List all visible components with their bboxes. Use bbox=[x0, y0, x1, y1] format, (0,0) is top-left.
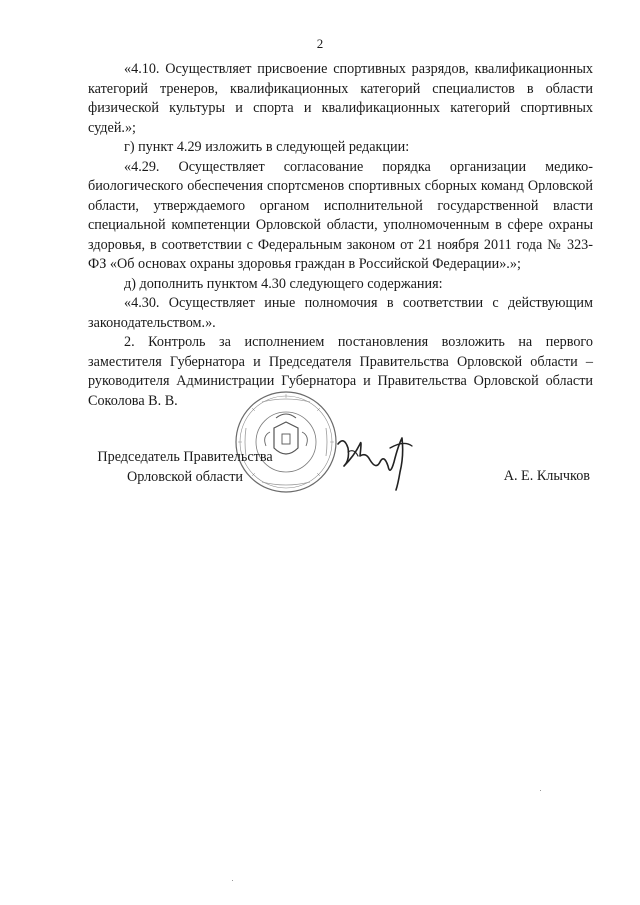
paragraph-item-d: д) дополнить пунктом 4.30 следующего содержания: bbox=[124, 275, 443, 292]
document-body bbox=[88, 60, 593, 411]
paragraph-control: 2. Контроль за исполнением постановления возложить на первого заместителя Губернатора и Председателя Правительства Орловской области – руководителя Администрации Губернатора и Правительства Орловской области Соколова В. В. bbox=[88, 334, 593, 409]
paragraph-4-29: «4.29. Осуществляет согласование порядка организации медико-биологического обеспечения спортсменов спортивных сборных команд Орловской области, утверждаемого органом исполнительной государственной власти специальной компетенции Орловской области, уполномоченным в сфере охраны здоровья, в соответствии с Федеральным законом от 21 ноября 2011 года № 323-ФЗ «Об основах охраны здоровья граждан в Российской Федерации».»; bbox=[88, 158, 593, 272]
paragraph-item-g: г) пункт 4.29 изложить в следующей редакции: bbox=[124, 139, 410, 155]
signer-title-line-2: Орловской области bbox=[126, 468, 244, 485]
scan-speck bbox=[232, 880, 233, 881]
scan-speck bbox=[540, 790, 541, 791]
page-number: 2 bbox=[316, 36, 324, 51]
paragraph-4-10: «4.10. Осуществляет присвоение спортивных разрядов, квалификационных категорий тренеров, квалификационных категорий специалистов в области физической культуры и спорта и квалификационных категорий спортивных судей.»; bbox=[88, 61, 593, 136]
signer-title bbox=[96, 448, 274, 487]
handwritten-signature-icon bbox=[330, 426, 420, 496]
signature-block bbox=[0, 440, 640, 550]
signer-title-line-1: Председатель Правительства bbox=[97, 449, 273, 465]
signer-name: А. Е. Клычков bbox=[503, 468, 590, 484]
paragraph-4-30: «4.30. Осуществляет иные полномочия в соответствии с действующим законодательством.». bbox=[88, 295, 593, 331]
